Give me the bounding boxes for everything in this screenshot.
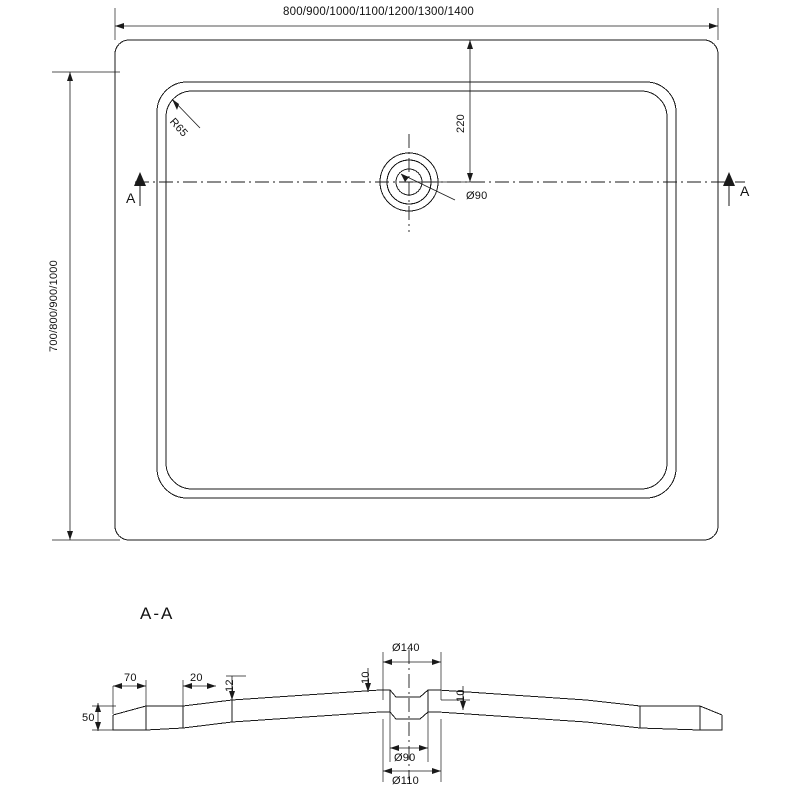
section-profile-bottom [113,712,722,730]
drain-diameter-label: Ø90 [466,190,488,202]
plan-height-label [48,260,146,352]
plan-width-arrow-right [709,23,718,29]
section-dim-inner-depth-text: 12 [224,679,236,692]
dim50-arrow-top [95,703,101,712]
drain-offset-label-text: 220 [455,114,467,133]
section-dim-edge-width-label: 70 [124,672,137,684]
tray-outline-outer [115,40,718,540]
dia140-arrow-right [432,659,441,665]
plan-width-label: 800/900/1000/1100/1200/1300/1400 [283,6,475,18]
plan-height-label-text: 700/800/900/1000 [48,260,60,352]
dia110-arrow-left [383,768,392,774]
plan-height-arrow-top [67,72,73,81]
section-mark-right-label: A [740,183,750,199]
section-dim-drain-step-right-text: 10 [455,689,467,702]
drain-diameter-leader-arrow [401,174,409,182]
dia110-arrow-right [432,768,441,774]
dim12-arrow-bottom [229,691,235,700]
section-dia-flange-outer-label: Ø140 [392,642,420,654]
dia140-arrow-left [383,659,392,665]
section-mark-left-label: A [126,190,136,206]
section-dim-total-height-label: 50 [82,712,95,724]
plan-height-arrow-bottom [67,531,73,540]
section-dim-drain-step-right-label [455,688,472,702]
section-dim-drain-step-left-label [360,670,377,684]
section-profile-top [113,690,722,715]
drain-offset-arrow-bottom [467,173,473,182]
radius-leader-arrow [172,99,179,110]
dia90-arrow-right [419,745,428,751]
section-view-title: A-A [140,604,175,623]
section-dia-drain-bore-label: Ø90 [394,752,416,764]
section-mark-left-arrow [134,172,146,186]
dim70-arrow-left [113,683,122,689]
drain-offset-label [455,114,478,133]
tray-outline-inner-1 [157,82,676,498]
drain-offset-arrow-top [467,40,473,49]
section-dim-drain-step-left-text: 10 [360,671,372,684]
dia90-arrow-left [390,745,399,751]
corner-radius-label: R65 [167,116,190,140]
section-mark-right-arrow [723,172,735,186]
dim20-arrow-right [207,683,216,689]
dim10b-arrow-bottom [460,701,466,710]
section-dia-drain-seat-label: Ø110 [392,775,419,787]
dim70-arrow-right [137,683,146,689]
tray-outline-inner-2 [166,91,667,489]
section-dim-slope-width-label: 20 [190,672,203,684]
section-dim-inner-depth-label [224,678,241,692]
plan-width-arrow-left [115,23,124,29]
